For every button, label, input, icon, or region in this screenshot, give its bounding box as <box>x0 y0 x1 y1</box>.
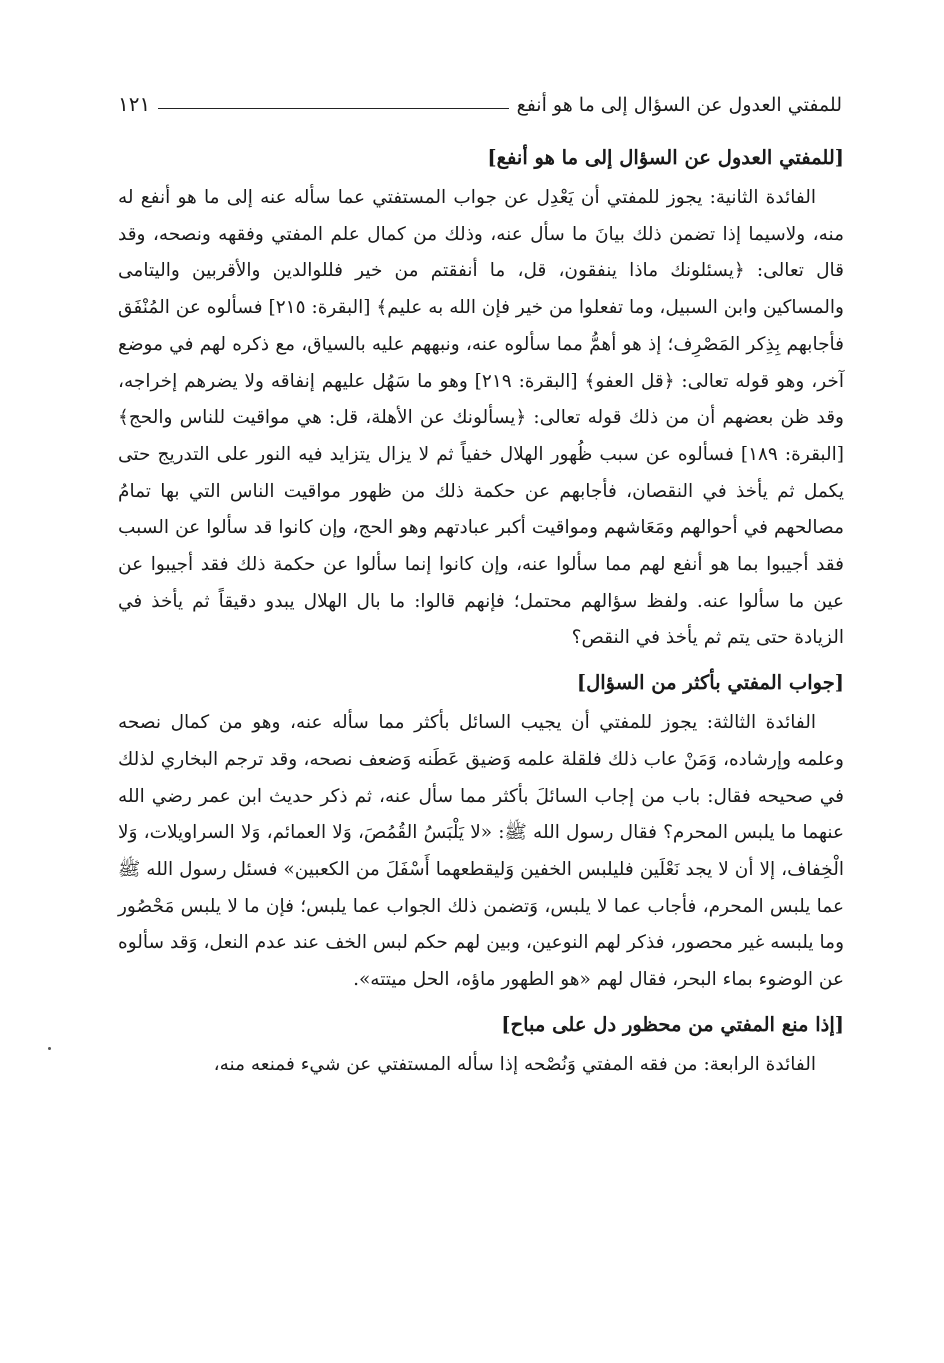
margin-mark <box>48 1047 51 1050</box>
header-rule <box>158 108 508 109</box>
page-content <box>118 136 844 1083</box>
page-number: ١٢١ <box>118 92 151 116</box>
section-heading: [للمفتي العدول عن السؤال إلى ما هو أنفع] <box>487 146 844 169</box>
section-heading: [إذا منع المفتي من محظور دل على مباح] <box>501 1012 844 1036</box>
section-paragraph: الفائدة الثانية: يجوز للمفتي أن يَعْدِل عن جواب المستفتي عما سأله عنه إلى ما هو أنفع له منه، ولاسيما إذا تضمن ذلك بيانَ ما سأل عنه، وذلك من كمال علم المفتي وفقهه ونصحه، وقد قال تعالى: ﴿يسئلونك ماذا ينفقون، قل، ما أنفقتم من خير فللوالدين والأقربين واليتامى والمساكين وابن السبيل، وما تفعلوا من خير فإن الله به عليم﴾ [البقرة: ٢١٥] فسألوه عن المُنْفَق فأجابهم بِذِكر المَصْرِف؛ إذ هو أهمُّ مما سألوه عنه، ونبههم عليه بالسياق، مع ذكره لهم في موضع آخر، وهو قوله تعالى: ﴿قل العفو﴾ [البقرة: ٢١٩] وهو ما سَهُل عليهم إنفاقه ولا يضرهم إخراجه، وقد ظن بعضهم أن من ذلك قوله تعالى: ﴿يسألونك عن الأهلة، قل: هي مواقيت للناس والحج﴾ [البقرة: ١٨٩] فسألوه عن سبب ظُهور الهلال خفياً ثم لا يزال يتزايد فيه النور على التدريج حتى يكمل ثم يأخذ في النقصان، فأجابهم عن حكمة ذلك من ظهور مواقيت الناس التي بها تمامُ مصالحهم في أحوالهم ومَعَاشهم ومواقيت أكبر عبادتهم وهو الحج، وإن كانوا قد سألوا عن السبب فقد أجيبوا بما هو أنفع لهم مما سألوا عنه، وإن كانوا إنما سألوا عن حكمة ذلك فقد أجيبوا عن عين ما سألوا عنه. ولفظ سؤالهم محتمل؛ فإنهم قالوا: ما بال الهلال يبدو دقيقاً ثم يأخذ في الزيادة حتى يتم ثم يأخذ في النقص؟ <box>118 187 845 649</box>
section-heading: [جواب المفتي بأكثر من السؤال] <box>576 671 844 695</box>
section-paragraph: الفائدة الرابعة: من فقه المفتي وَنُصْحه إذا سأله المستفتي عن شيء فمنعه منه، <box>213 1053 816 1075</box>
running-title: للمفتي العدول عن السؤال إلى ما هو أنفع <box>516 94 842 116</box>
section-paragraph: الفائدة الثالثة: يجوز للمفتي أن يجيب السائل بأكثر مما سأله عنه، وهو من كمال نصحه وعلمه وإرشاده، وَمَنْ عاب ذلك فلقلة علمه وَضيق عَطَنه وَضعف نصحه، وقد ترجم البخاري لذلك في صحيحه فقال: باب من إجاب السائلَ بأكثر مما سأل عنه، ثم ذكر حديث ابن عمر رضي الله عنهما ما يلبس المحرم؟ فقال رسول الله ﷺ: «لا يَلْبَسُ القُمُصَ، وَلا العمائم، وَلا السراويلات، وَلا الْخِفاف، إلا أن لا يجد نَعْلَين فليلبس الخفين وَليقطعهما أَسْفَلَ من الكعبين» فسئل رسول الله ﷺ عما يلبس المحرم، فأجاب عما لا يلبس، وَتضمن ذلك الجواب عما يلبس؛ فإن ما لا يلبس مَحْصُور وما يلبسه غير محصور، فذكر لهم النوعين، وبين لهم حكم لبس الخف عند عدم النعل، وَقد سألوه عن الوضوء بماء البحر، فقال لهم «هو الطهور ماؤه، الحل ميتته». <box>118 712 844 991</box>
running-header <box>118 82 842 116</box>
